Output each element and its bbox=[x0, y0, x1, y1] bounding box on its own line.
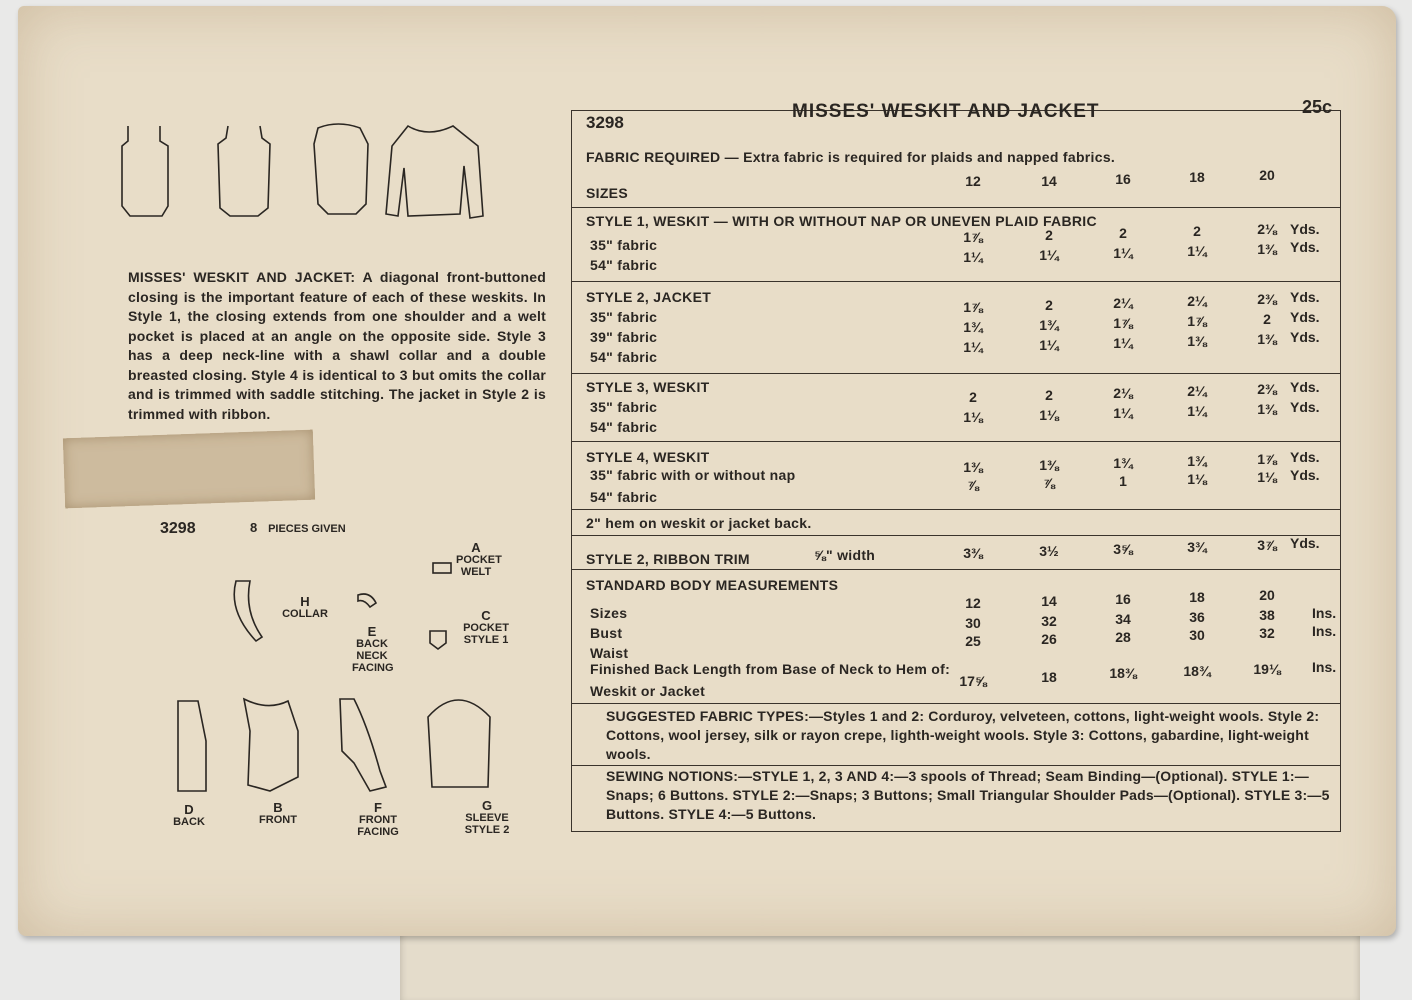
fabric-required-note: FABRIC REQUIRED — Extra fabric is required for plaids and napped fabrics. bbox=[586, 149, 1116, 165]
style3-row2-v12: 1⅛ bbox=[963, 409, 983, 425]
meas-waist-v16: 28 bbox=[1115, 629, 1131, 645]
style1-row1-unit: Yds. bbox=[1290, 221, 1320, 237]
style1-row1-v14: 2 bbox=[1045, 227, 1053, 243]
size-col-12: 12 bbox=[965, 173, 981, 189]
piece-e-letter: E bbox=[367, 624, 377, 639]
ribbon-width: ⅝" width bbox=[814, 547, 876, 563]
style3-row2-v16: 1¼ bbox=[1113, 405, 1133, 421]
style4-row1-v20: 1⅞ bbox=[1257, 451, 1277, 467]
style1-heading: STYLE 1, WESKIT — WITH OR WITHOUT NAP OR UNEVEN PLAID FABRIC bbox=[586, 213, 1097, 229]
style2-row1-v18: 2¼ bbox=[1187, 293, 1207, 309]
piece-d-shape bbox=[178, 701, 206, 791]
divider bbox=[572, 373, 1340, 374]
piece-c-shape bbox=[430, 631, 446, 649]
meas-sizes-v20: 20 bbox=[1259, 587, 1275, 603]
style3-row1-v12: 2 bbox=[969, 389, 977, 405]
style1-row2-v18: 1¼ bbox=[1187, 243, 1207, 259]
style3-row1-v16: 2⅛ bbox=[1113, 385, 1133, 401]
piece-d-label bbox=[164, 804, 214, 828]
back-length-unit: Ins. bbox=[1312, 659, 1337, 675]
meas-sizes-v12: 12 bbox=[965, 595, 981, 611]
meas-waist-v12: 25 bbox=[965, 633, 981, 649]
size-col-18: 18 bbox=[1189, 169, 1205, 185]
style3-row2-v18: 1¼ bbox=[1187, 403, 1207, 419]
meas-bust-unit: Ins. bbox=[1312, 605, 1337, 621]
meas-sizes-v14: 14 bbox=[1041, 593, 1057, 609]
style1-row2-label: 54" fabric bbox=[590, 257, 658, 273]
meas-bust-v20: 38 bbox=[1259, 607, 1275, 623]
meas-sizes-v18: 18 bbox=[1189, 589, 1205, 605]
back-length-v14: 18 bbox=[1041, 669, 1057, 685]
style2-row2-v12: 1¾ bbox=[963, 319, 983, 335]
pattern-price: 25c bbox=[1301, 97, 1332, 117]
piece-f-label bbox=[348, 802, 408, 838]
meas-waist-v18: 30 bbox=[1189, 627, 1205, 643]
style3-row1-label: 35" fabric bbox=[590, 399, 658, 415]
style1-row1-v12: 1⅞ bbox=[963, 229, 983, 245]
piece-b-shape bbox=[244, 699, 298, 791]
style4-row2-label: 54" fabric bbox=[590, 489, 658, 505]
meas-waist-v20: 32 bbox=[1259, 625, 1275, 641]
style1-row2-v20: 1⅜ bbox=[1257, 241, 1277, 257]
pieces-count bbox=[250, 520, 346, 535]
style2-row1-v20: 2⅜ bbox=[1257, 291, 1277, 307]
piece-d-name: BACK bbox=[173, 816, 205, 828]
style4-heading: STYLE 4, WESKIT bbox=[586, 449, 710, 465]
piece-a-letter: A bbox=[471, 540, 481, 555]
piece-b-name: FRONT bbox=[259, 814, 297, 826]
size-col-20: 20 bbox=[1259, 167, 1275, 183]
divider bbox=[572, 765, 1340, 766]
pattern-envelope bbox=[18, 6, 1396, 936]
style3-row2-v14: 1⅛ bbox=[1039, 407, 1059, 423]
style4-row2-v16: 1 bbox=[1119, 473, 1127, 489]
sketch-jacket-back bbox=[386, 126, 483, 218]
back-length-v20: 19⅛ bbox=[1253, 661, 1281, 677]
meas-bust-v14: 32 bbox=[1041, 613, 1057, 629]
pieces-pattern-number: 3298 bbox=[160, 520, 196, 537]
style2-heading: STYLE 2, JACKET bbox=[586, 289, 712, 305]
sizes-label: SIZES bbox=[586, 185, 628, 201]
style2-row2-label: 39" fabric bbox=[590, 329, 658, 345]
piece-f-letter: F bbox=[374, 800, 382, 815]
suggested-fabrics: SUGGESTED FABRIC TYPES:—Styles 1 and 2: Corduroy, velveteen, cottons, light-weight wools. Style 2: Cottons, wool jersey, silk or rayon crepe, lighth-weight wools. Style 3: Cottons, gabardine, light-weight wools. bbox=[606, 708, 1320, 762]
masking-tape bbox=[63, 430, 315, 509]
piece-a-label bbox=[446, 542, 506, 578]
piece-h-label bbox=[280, 596, 330, 620]
style1-row2-v16: 1¼ bbox=[1113, 245, 1133, 261]
meas-bust-v16: 34 bbox=[1115, 611, 1131, 627]
style4-row1-v12: 1⅜ bbox=[963, 459, 983, 475]
sketch-style-3-back bbox=[314, 124, 368, 214]
style2-row1-label: 35" fabric bbox=[590, 309, 658, 325]
back-length-v18: 18¾ bbox=[1183, 663, 1211, 679]
style2-row3-v20: 1⅜ bbox=[1257, 331, 1277, 347]
ribbon-v12: 3⅜ bbox=[963, 545, 983, 561]
piece-f-name: FRONT FACING bbox=[357, 814, 399, 838]
piece-c-letter: C bbox=[481, 608, 491, 623]
hem-note: 2" hem on weskit or jacket back. bbox=[586, 515, 812, 531]
style2-row3-v18: 1⅜ bbox=[1187, 333, 1207, 349]
style4-row1-v14: 1⅜ bbox=[1039, 457, 1059, 473]
style4-row2-v14: ⅞ bbox=[1043, 475, 1055, 491]
piece-b-letter: B bbox=[273, 800, 283, 815]
piece-b-label bbox=[250, 802, 306, 826]
description-lead: MISSES' WESKIT AND JACKET: bbox=[128, 269, 356, 285]
style4-row1-label: 35" fabric with or without nap bbox=[590, 467, 796, 483]
ribbon-v20: 3⅞ bbox=[1257, 537, 1277, 553]
meas-sizes-v16: 16 bbox=[1115, 591, 1131, 607]
style2-row1-unit: Yds. bbox=[1290, 289, 1320, 305]
style2-row2-v14: 1¾ bbox=[1039, 317, 1059, 333]
sewing-notions: SEWING NOTIONS:—STYLE 1, 2, 3 AND 4:—3 spools of Thread; Seam Binding—(Optional). STYLE 1:—Snaps; 6 Buttons. STYLE 2:—Snaps; 3 Buttons; Small Triangular Shoulder Pads—(Optional). STYLE 3:—5 Buttons. STYLE 4:—5 Buttons. bbox=[606, 768, 1330, 822]
meas-bust-v18: 36 bbox=[1189, 609, 1205, 625]
divider bbox=[572, 207, 1340, 208]
piece-h-letter: H bbox=[300, 594, 310, 609]
piece-g-name: SLEEVE STYLE 2 bbox=[464, 812, 510, 836]
divider bbox=[572, 281, 1340, 282]
style3-heading: STYLE 3, WESKIT bbox=[586, 379, 710, 395]
piece-c-label bbox=[456, 610, 516, 646]
piece-g-label bbox=[456, 800, 518, 836]
meas-waist-v14: 26 bbox=[1041, 631, 1057, 647]
style1-row1-v18: 2 bbox=[1193, 223, 1201, 239]
meas-waist-label: Waist bbox=[590, 645, 629, 661]
piece-e-label bbox=[344, 626, 400, 674]
style2-row1-v14: 2 bbox=[1045, 297, 1053, 313]
style3-row1-v20: 2⅜ bbox=[1257, 381, 1277, 397]
style1-row2-v12: 1¼ bbox=[963, 249, 983, 265]
style4-row1-v16: 1¾ bbox=[1113, 455, 1133, 471]
style3-row1-unit: Yds. bbox=[1290, 379, 1320, 395]
table-title: MISSES' WESKIT AND JACKET bbox=[792, 101, 1100, 122]
piece-h-name: COLLAR bbox=[282, 608, 328, 620]
meas-sizes-label: Sizes bbox=[590, 605, 628, 621]
pieces-count-label: PIECES GIVEN bbox=[268, 523, 346, 535]
style4-row1-v18: 1¾ bbox=[1187, 453, 1207, 469]
meas-bust-label: Bust bbox=[590, 625, 623, 641]
piece-c-name: POCKET STYLE 1 bbox=[463, 622, 509, 646]
style3-row1-v14: 2 bbox=[1045, 387, 1053, 403]
garment-back-sketches bbox=[108, 116, 488, 236]
size-col-14: 14 bbox=[1041, 173, 1057, 189]
style1-row1-label: 35" fabric bbox=[590, 237, 658, 253]
style2-row1-v16: 2¼ bbox=[1113, 295, 1133, 311]
style4-row2-v20: 1⅛ bbox=[1257, 469, 1277, 485]
style4-row2-unit: Yds. bbox=[1290, 467, 1320, 483]
description-body: A diagonal front-buttoned closing is the important feature of each of these weskits. In Style 1, the closing extends from one shoulder and a welt pocket is placed at an angle on the opposite side. Style 3 has a deep neck-line with a shawl collar and a double breasted closing. Style 4 is identical to 3 but omits the collar and is trimmed with saddle stitching. The jacket in Style 2 is trimmed with ribbon. bbox=[128, 269, 546, 422]
style1-row1-v16: 2 bbox=[1119, 225, 1127, 241]
divider bbox=[572, 509, 1340, 510]
style2-row2-v20: 2 bbox=[1263, 311, 1271, 327]
style2-row3-v12: 1¼ bbox=[963, 339, 983, 355]
piece-g-shape bbox=[428, 700, 490, 787]
divider bbox=[572, 535, 1340, 536]
ribbon-v18: 3¾ bbox=[1187, 539, 1207, 555]
table-pattern-number: 3298 bbox=[586, 113, 624, 132]
piece-a-name: POCKET WELT bbox=[456, 554, 502, 578]
style3-row1-v18: 2¼ bbox=[1187, 383, 1207, 399]
piece-e-name: BACK NECK FACING bbox=[352, 638, 394, 674]
ribbon-label: STYLE 2, RIBBON TRIM bbox=[586, 551, 750, 567]
style2-row2-unit: Yds. bbox=[1290, 309, 1320, 325]
style2-row3-v14: 1¼ bbox=[1039, 337, 1059, 353]
meas-bust-v12: 30 bbox=[965, 615, 981, 631]
sketch-style-1-back bbox=[122, 126, 168, 216]
style1-row2-v14: 1¼ bbox=[1039, 247, 1059, 263]
ribbon-v16: 3⅝ bbox=[1113, 541, 1133, 557]
piece-g-letter: G bbox=[481, 798, 493, 813]
style3-row2-unit: Yds. bbox=[1290, 399, 1320, 415]
style3-row2-v20: 1⅜ bbox=[1257, 401, 1277, 417]
style3-row2-label: 54" fabric bbox=[590, 419, 658, 435]
back-length-label: Finished Back Length from Base of Neck to Hem of: bbox=[590, 661, 951, 677]
piece-f-shape bbox=[340, 699, 386, 791]
back-length-v12: 17⅝ bbox=[959, 673, 987, 689]
divider bbox=[572, 441, 1340, 442]
piece-d-letter: D bbox=[184, 802, 194, 817]
pattern-piece-diagrams bbox=[158, 551, 558, 841]
style2-row2-v18: 1⅞ bbox=[1187, 313, 1207, 329]
pieces-count-number: 8 bbox=[250, 520, 258, 535]
style2-row1-v12: 1⅞ bbox=[963, 299, 983, 315]
measurements-heading: STANDARD BODY MEASUREMENTS bbox=[586, 577, 839, 593]
piece-e-shape bbox=[358, 594, 376, 607]
divider bbox=[572, 569, 1340, 570]
style4-row1-unit: Yds. bbox=[1290, 449, 1320, 465]
style1-row1-v20: 2⅛ bbox=[1257, 221, 1277, 237]
style2-row3-unit: Yds. bbox=[1290, 329, 1320, 345]
style2-row3-v16: 1¼ bbox=[1113, 335, 1133, 351]
divider bbox=[572, 703, 1340, 704]
ribbon-v14: 3½ bbox=[1039, 543, 1059, 559]
back-length-label2: Weskit or Jacket bbox=[590, 683, 706, 699]
meas-waist-unit: Ins. bbox=[1312, 623, 1337, 639]
piece-h-shape bbox=[234, 581, 262, 641]
yardage-table bbox=[571, 97, 1341, 832]
pattern-description bbox=[128, 268, 546, 424]
sketch-style-2-back bbox=[218, 126, 270, 216]
back-length-v16: 18⅜ bbox=[1109, 665, 1137, 681]
style4-row2-v12: ⅞ bbox=[967, 477, 979, 493]
ribbon-unit: Yds. bbox=[1290, 535, 1320, 551]
style1-row2-unit: Yds. bbox=[1290, 239, 1320, 255]
size-col-16: 16 bbox=[1115, 171, 1131, 187]
style2-row2-v16: 1⅞ bbox=[1113, 315, 1133, 331]
style2-row3-label: 54" fabric bbox=[590, 349, 658, 365]
style4-row2-v18: 1⅛ bbox=[1187, 471, 1207, 487]
